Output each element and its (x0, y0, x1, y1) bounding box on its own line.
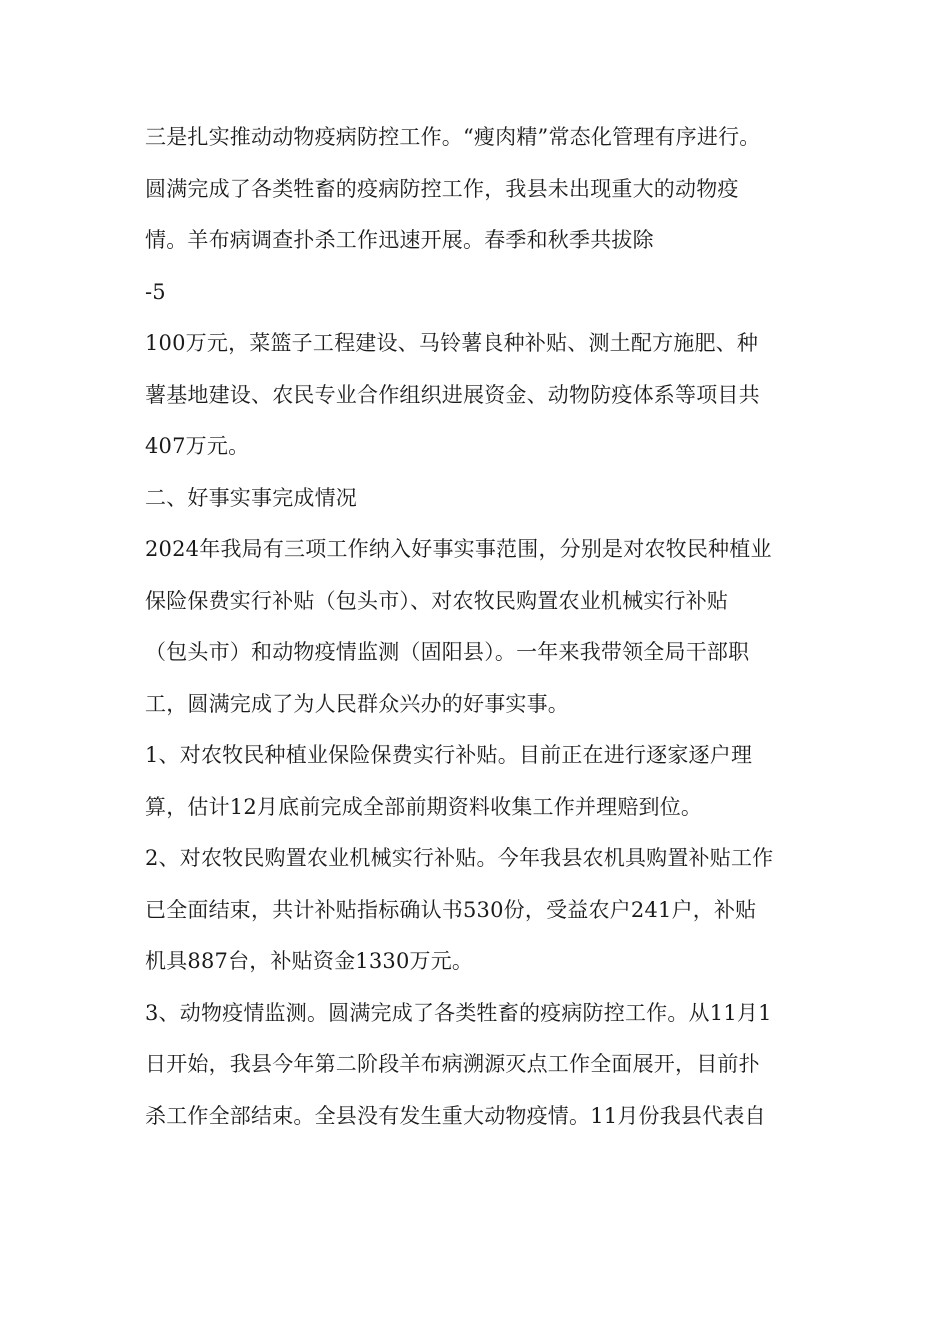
text-line: 日开始，我县今年第二阶段羊布病溯源灭点工作全面展开，目前扑 (145, 1052, 760, 1076)
text-line: 407万元。 (145, 434, 250, 458)
text-line: 杀工作全部结束。全县没有发生重大动物疫情。11月份我县代表自 (145, 1103, 766, 1128)
text-line: 三是扎实推动动物疫病防控工作。“瘦肉精”常态化管理有序进行。 (145, 125, 761, 149)
page-marker: -5 (145, 279, 166, 304)
text-line: 2、对农牧民购置农业机械实行补贴。今年我县农机具购置补贴工作 (145, 846, 774, 870)
text-line: 3、动物疫情监测。圆满完成了各类牲畜的疫病防控工作。从11月1 (145, 1000, 772, 1025)
text-line: 工，圆满完成了为人民群众兴办的好事实事。 (145, 691, 569, 716)
text-line: 100万元，菜篮子工程建设、马铃薯良种补贴、测土配方施肥、种 (145, 331, 759, 355)
text-line: 1、对农牧民种植业保险保费实行补贴。目前正在进行逐家逐户理 (145, 743, 753, 767)
text-line: 2024年我局有三项工作纳入好事实事范围，分别是对农牧民种植业 (145, 537, 772, 561)
section-heading: 二、好事实事完成情况 (145, 485, 357, 510)
text-line: 已全面结束，共计补贴指标确认书530份，受益农户241户，补贴 (145, 897, 757, 922)
text-line: 情。羊布病调查扑杀工作迅速开展。春季和秋季共拔除 (145, 228, 654, 252)
text-line: 保险保费实行补贴（包头市）、对农牧民购置农业机械实行补贴 (145, 588, 729, 613)
text-line: 圆满完成了各类牲畜的疫病防控工作，我县未出现重大的动物疫 (145, 176, 739, 201)
text-line: 薯基地建设、农民专业合作组织进展资金、动物防疫体系等项目共 (145, 382, 760, 407)
text-line: 算，估计12月底前完成全部前期资料收集工作并理赔到位。 (145, 794, 703, 819)
text-line: （包头市）和动物疫情监测（固阳县）。一年来我带领全局干部职 (145, 640, 750, 664)
document-body (145, 112, 815, 1142)
text-line: 机具887台，补贴资金1330万元。 (145, 949, 474, 973)
